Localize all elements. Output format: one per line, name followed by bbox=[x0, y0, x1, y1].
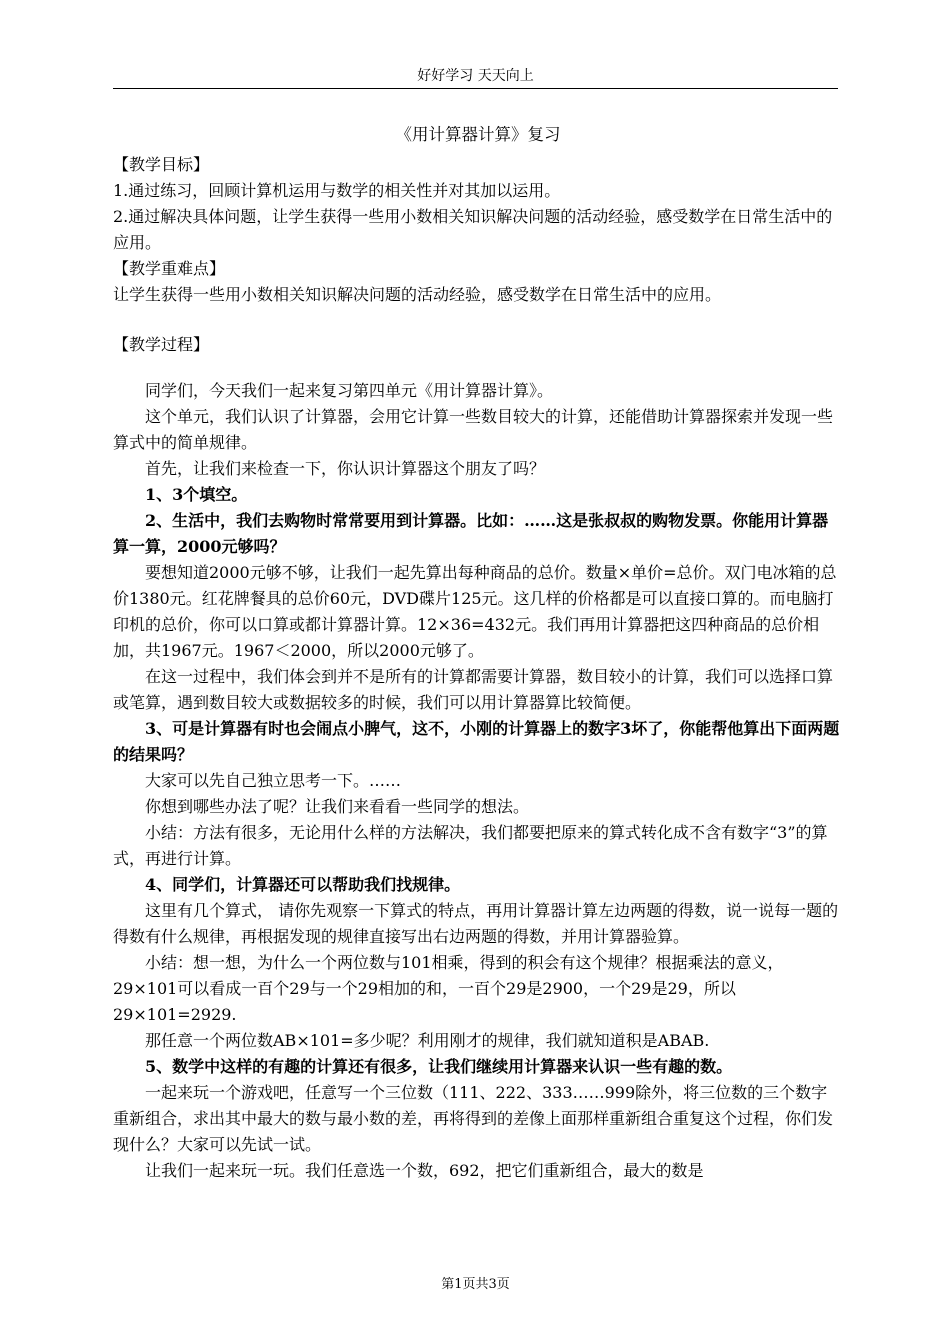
paragraph: 你想到哪些办法了呢？让我们来看看一些同学的想法。 bbox=[145, 797, 530, 816]
process-heading: 【教学过程】 bbox=[113, 335, 210, 354]
paragraph: 让我们一起来玩一玩。我们任意选一个数，692，把它们重新组合，最大的数是 bbox=[145, 1161, 704, 1180]
goal-item-2: 2.通过解决具体问题，让学生获得一些用小数相关知识解决问题的活动经验，感受数学在日常生活中的应用。 bbox=[113, 207, 833, 252]
key-points-heading: 【教学重难点】 bbox=[113, 259, 226, 278]
paragraph: 那任意一个两位数AB×101=多少呢？利用刚才的规律，我们就知道积是ABAB. bbox=[145, 1031, 710, 1050]
paragraph: 要想知道2000元够不够，让我们一起先算出每种商品的总价。数量×单价=总价。双门电冰箱的总价1380元。红花牌餐具的总价60元，DVD碟片125元。这几样的价格都是可以直接口算的。而电脑打印机的总价，你可以口算或都计算器计算。12×36=432元。我们再用计算器把这四种商品的总价相加，共1967元。1967＜2000，所以2000元够了。 bbox=[113, 563, 837, 660]
question-heading-4: 4、同学们，计算器还可以帮助我们找规律。 bbox=[145, 875, 461, 894]
key-points-text: 让学生获得一些用小数相关知识解决问题的活动经验，感受数学在日常生活中的应用。 bbox=[113, 285, 722, 304]
blank-line bbox=[113, 308, 843, 332]
paragraph: 小结：想一想，为什么一个两位数与101相乘，得到的积会有这个规律？根据乘法的意义，29×101可以看成一百个29与一个29相加的和，一百个29是2900，一个29是29，所以29×101=2929. bbox=[113, 953, 784, 1024]
question-heading-1: 1、3个填空。 bbox=[145, 485, 248, 504]
paragraph: 大家可以先自己独立思考一下。…… bbox=[145, 771, 402, 790]
paragraph: 同学们，今天我们一起来复习第四单元《用计算器计算》。 bbox=[145, 381, 554, 400]
paragraph: 小结：方法有很多，无论用什么样的方法解决，我们都要把原来的算式转化成不含有数字“3”的算式，再进行计算。 bbox=[113, 823, 828, 868]
blank-line bbox=[113, 358, 843, 378]
paragraph: 一起来玩一个游戏吧，任意写一个三位数（111、222、333……999除外，将三位数的三个数字重新组合，求出其中最大的数与最小数的差，再将得到的差像上面那样重新组合重复这个过程，你们发现什么？大家可以先试一试。 bbox=[113, 1083, 834, 1154]
question-heading-2: 2、生活中，我们去购物时常常要用到计算器。比如：……这是张叔叔的购物发票。你能用计算器算一算，2000元够吗？ bbox=[113, 511, 829, 556]
paragraph: 这个单元，我们认识了计算器，会用它计算一些数目较大的计算，还能借助计算器探索并发现一些算式中的简单规律。 bbox=[113, 407, 834, 452]
goal-item-1: 1.通过练习，回顾计算机运用与数学的相关性并对其加以运用。 bbox=[113, 181, 561, 200]
paragraph: 在这一过程中，我们体会到并不是所有的计算都需要计算器，数目较小的计算，我们可以选择口算或笔算，遇到数目较大或数据较多的时候，我们可以用计算器算比较简便。 bbox=[113, 667, 834, 712]
document-title: 《用计算器计算》复习 bbox=[395, 125, 561, 144]
header-divider bbox=[113, 88, 838, 89]
page-header: 好好学习 天天向上 bbox=[417, 68, 534, 84]
paragraph: 首先，让我们来检查一下，你认识计算器这个朋友了吗？ bbox=[145, 459, 546, 478]
question-heading-5: 5、数学中这样的有趣的计算还有很多，让我们继续用计算器来认识一些有趣的数。 bbox=[145, 1057, 733, 1076]
paragraph: 这里有几个算式， 请你先观察一下算式的特点，再用计算器计算左边两题的得数，说一说每一题的得数有什么规律，再根据发现的规律直接写出右边两题的得数，并用计算器验算。 bbox=[113, 901, 839, 946]
page-footer: 第1页共3页 bbox=[441, 1277, 510, 1292]
document-body bbox=[113, 122, 843, 1184]
question-heading-3: 3、可是计算器有时也会闹点小脾气，这不，小刚的计算器上的数字3坏了，你能帮他算出下面两题的结果吗？ bbox=[113, 719, 840, 764]
goals-heading: 【教学目标】 bbox=[113, 155, 210, 174]
